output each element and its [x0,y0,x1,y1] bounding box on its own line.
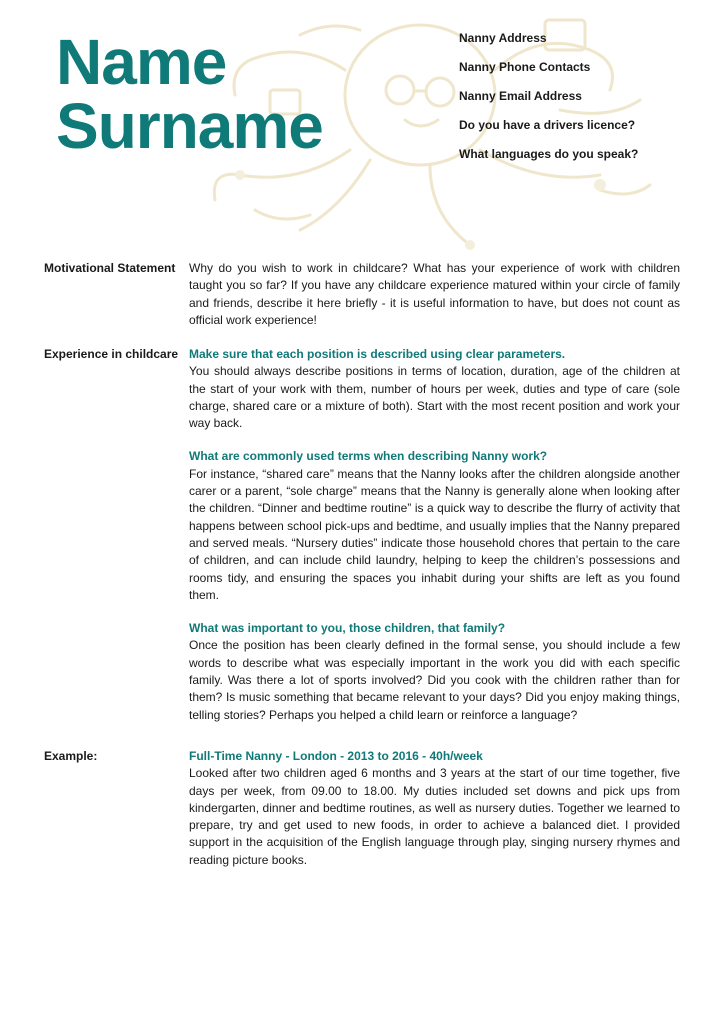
example-label: Example: [44,749,98,763]
experience-heading: Make sure that each position is described using clear parameters. [189,347,566,361]
experience-text: For instance, “shared care” means that the Nanny looks after the children alongside another carer or a parent, “sole charge” means that the Nanny is generally alone when looking after the children. “Dinner and bedtime routine” is a quick way to describe the flurry of activity that happens between school pick-ups and bedtime, and usually implies that the Nanny prepared and served meals. “Nursery duties” indicate those household chores that pertain to the care of children, and can include child laundry, helping to keep the children’s possessions and rooms tidy, and ensuring the spaces you inhabit during your shifts are left as you found them. [189,466,680,602]
contact-languages: What languages do you speak? [459,147,639,161]
motivational-label: Motivational Statement [44,261,176,275]
contact-email: Nanny Email Address [459,89,582,103]
example-heading: Full-Time Nanny - London - 2013 to 2016 - 40h/week [189,749,483,763]
contact-details [459,30,638,175]
experience-block [189,448,680,604]
name-block [56,26,323,162]
experience-heading: What are commonly used terms when describing Nanny work? [189,449,548,464]
experience-block [189,620,680,724]
contact-phone: Nanny Phone Contacts [459,60,591,74]
experience-label: Experience in childcare [44,347,179,361]
experience-heading: What was important to you, those children, that family? [189,621,506,636]
experience-text: You should always describe positions in terms of location, duration, age of the children at the start of your work with them, number of hours per week, duties and type of care (sole charge, shared care or a mixture of both). Start with the most recent position and work your way back. [189,364,680,431]
motivational-text: Why do you wish to work in childcare? What has your experience of work with children taught you so far? If you have any childcare experience matured within your circle of family and friends, describe it here briefly - it is useful information to have, but does not count as official work experience! [189,261,680,327]
contact-address: Nanny Address [459,31,547,45]
experience-text: Once the position has been clearly defined in the formal sense, you should include a few words to describe what was especially important in the work you did with each specific family. Was there a lot of sports involved? Did you cook with the children rather than for them? Is music something that became relevant to your days? Did you enjoy making things, telling stories? Perhaps you helped a child learn or reinforce a language? [189,638,680,722]
first-name: Name [56,26,227,98]
experience-block [189,346,680,432]
surname: Surname [56,90,323,162]
contact-drivers-licence: Do you have a drivers licence? [459,118,636,132]
example-text: Looked after two children aged 6 months and 3 years at the start of our time together, five days per week, from 09.00 to 18.00. My duties included set downs and pick ups from kindergarten, dinner and bedtime routines, as well as nursery duties. Together we learned to prepare, try and get used to new foods, in order to achieve a balanced diet. I provided support in the acquisition of the English language through play, singing nursery rhymes and reading picture books. [189,766,680,867]
